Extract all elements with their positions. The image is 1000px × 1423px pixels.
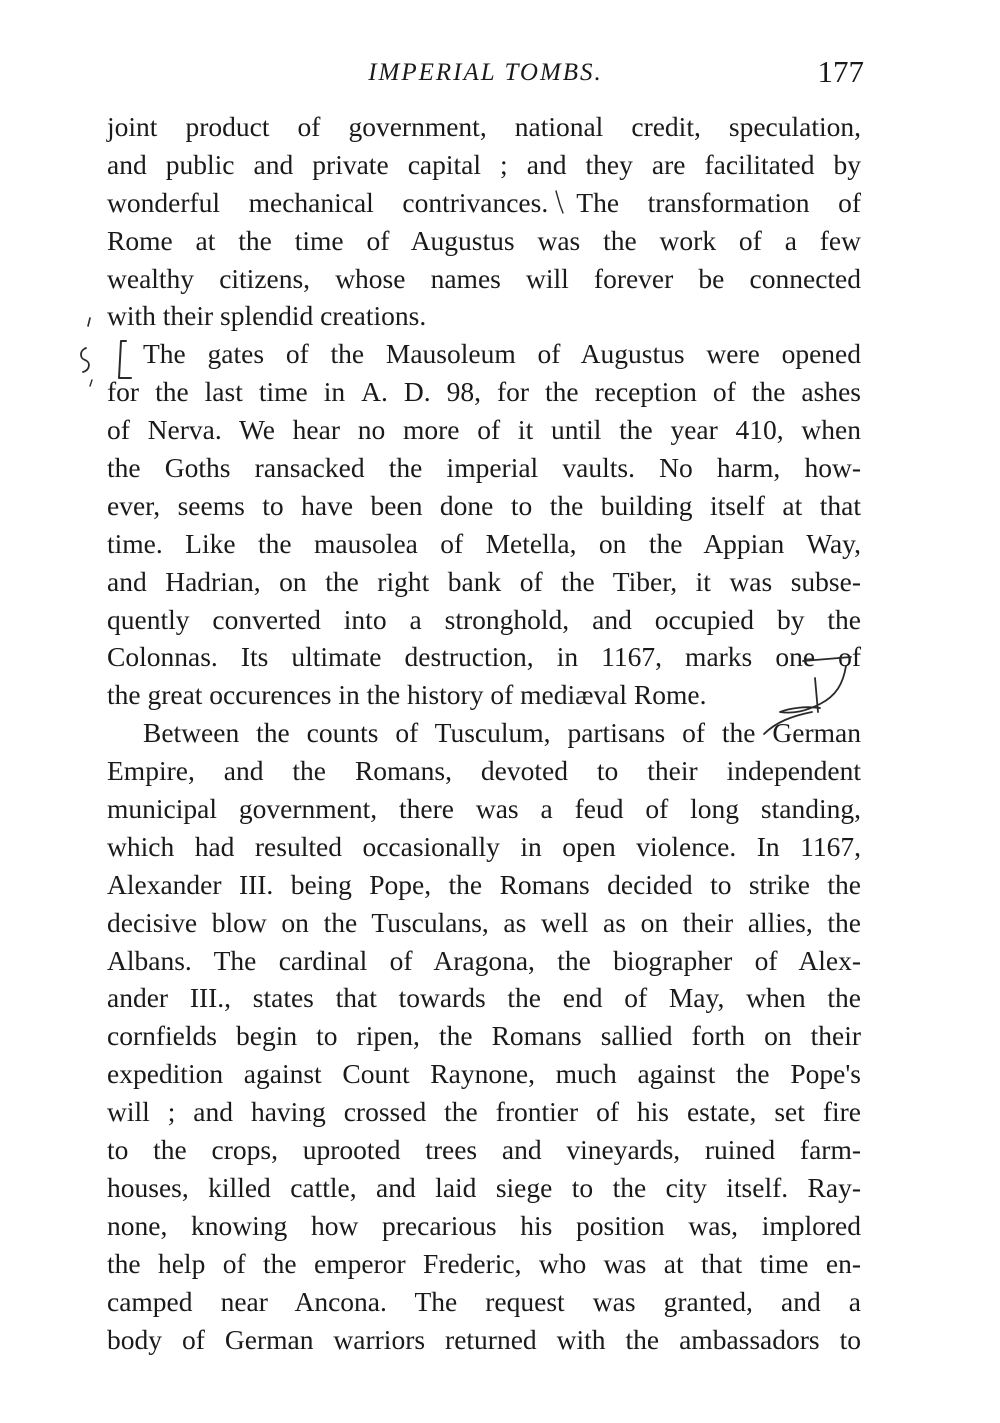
text-line: [107, 373, 861, 411]
text-line: camped near Ancona. The request was granted, and a: [107, 1285, 861, 1317]
era-abbreviation: A. D.: [361, 376, 431, 408]
text-line: and Hadrian, on the right bank of the Tiber, it was subse-: [107, 565, 861, 597]
paragraph-first-line: Between the counts of Tusculum, partisans of the German: [143, 717, 861, 749]
text-fragment: for the last time in: [107, 376, 362, 408]
text-line: joint product of government, national credit, speculation,: [107, 111, 861, 142]
text-line: the great occurences in the history of mediæval Rome.: [107, 679, 707, 711]
text-line: Colonnas. Its ultimate destruction, in 1167, marks one of: [107, 641, 861, 673]
text-line: wonderful mechanical contrivances. The transformation of: [107, 186, 861, 218]
text-line: Empire, and the Romans, devoted to their independent: [107, 755, 861, 787]
text-line: decisive blow on the Tusculans, as well as on their allies, the: [107, 906, 861, 938]
text-line: with their splendid creations.: [107, 300, 427, 332]
text-line: of Nerva. We hear no more of it until the year 410, when: [107, 414, 861, 446]
text-line: time. Like the mausolea of Metella, on the Appian Way,: [107, 527, 861, 559]
text-line: expedition against Count Raynone, much against the Pope's: [107, 1058, 861, 1090]
page-header: [107, 54, 864, 94]
text-line: municipal government, there was a feud of long standing,: [107, 793, 861, 825]
pencil-margin-squiggle: [81, 348, 89, 372]
text-line: houses, killed cattle, and laid siege to the city itself. Ray-: [107, 1171, 861, 1203]
body-text: [107, 108, 861, 1358]
text-line: none, knowing how precarious his position was, implored: [107, 1209, 861, 1241]
text-line: wealthy citizens, whose names will forever be connected: [107, 262, 861, 294]
text-line: ander III., states that towards the end of May, when the: [107, 982, 861, 1014]
text-line: to the crops, uprooted trees and vineyards, ruined farm-: [107, 1134, 861, 1166]
page-number: 177: [817, 54, 864, 89]
running-title: IMPERIAL TOMBS.: [368, 59, 603, 86]
text-line: which had resulted occasionally in open violence. In 1167,: [107, 830, 861, 862]
pencil-margin-dot: [90, 380, 92, 386]
text-line: ever, seems to have been done to the building itself at that: [107, 489, 861, 521]
text-line: Rome at the time of Augustus was the work of a few: [107, 224, 861, 256]
text-fragment: 98, for the reception of the ashes: [430, 376, 861, 408]
text-line: the Goths ransacked the imperial vaults. No harm, how-: [107, 452, 861, 484]
text-line: body of German warriors returned with the ambassadors to: [107, 1323, 861, 1355]
text-line: will ; and having crossed the frontier of his estate, set fire: [107, 1096, 861, 1128]
text-line: and public and private capital ; and they are facilitated by: [107, 148, 861, 180]
text-line: cornfields begin to ripen, the Romans sallied forth on their: [107, 1020, 861, 1052]
text-line: Alexander III. being Pope, the Romans decided to strike the: [107, 868, 861, 900]
pencil-margin-dot: [88, 318, 90, 326]
text-line: the help of the emperor Frederic, who was at that time en-: [107, 1247, 861, 1279]
text-line: Albans. The cardinal of Aragona, the biographer of Alex-: [107, 944, 861, 976]
text-line: quently converted into a stronghold, and occupied by the: [107, 603, 861, 635]
paragraph-first-line: The gates of the Mausoleum of Augustus were opened: [143, 338, 861, 370]
